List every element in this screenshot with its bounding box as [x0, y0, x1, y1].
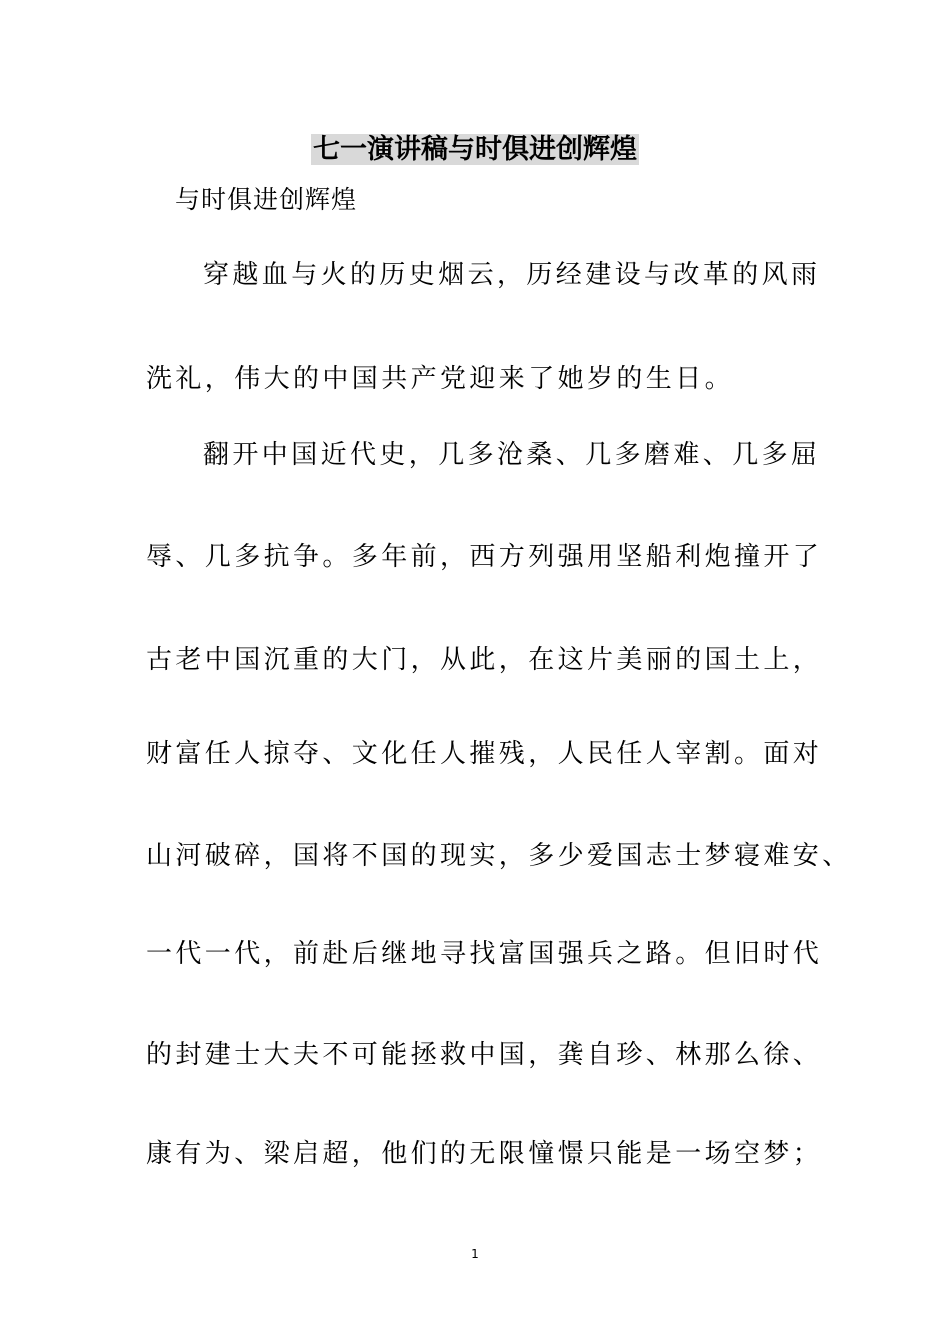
document-subtitle: 与时俱进创辉煌: [175, 185, 358, 214]
paragraph-line: 康有为、梁启超，他们的无限憧憬只能是一场空梦；: [146, 1139, 823, 1169]
paragraph-line: 辱、几多抗争。多年前，西方列强用坚船利炮撞开了: [146, 542, 823, 572]
document-title-text: 七一演讲稿与时俱进创辉煌: [313, 134, 637, 165]
paragraph-line: 穿越血与火的历史烟云，历经建设与改革的风雨: [203, 260, 821, 290]
paragraph-line: 一代一代，前赴后继地寻找富国强兵之路。但旧时代: [146, 939, 823, 969]
document-title: [0, 130, 950, 170]
paragraph-line: 的封建士大夫不可能拯救中国，龚自珍、林那么徐、: [146, 1040, 823, 1070]
page-number: 1: [471, 1247, 479, 1261]
paragraph-line: 财富任人掠夺、文化任人摧残，人民任人宰割。面对: [146, 739, 823, 769]
paragraph-line: 翻开中国近代史，几多沧桑、几多磨难、几多屈: [203, 440, 821, 470]
paragraph-line: 古老中国沉重的大门，从此，在这片美丽的国土上，: [146, 645, 823, 675]
paragraph-line: 山河破碎，国将不国的现实，多少爱国志士梦寝难安、: [146, 841, 852, 871]
paragraph-line: 洗礼，伟大的中国共产党迎来了她岁的生日。: [146, 364, 735, 394]
